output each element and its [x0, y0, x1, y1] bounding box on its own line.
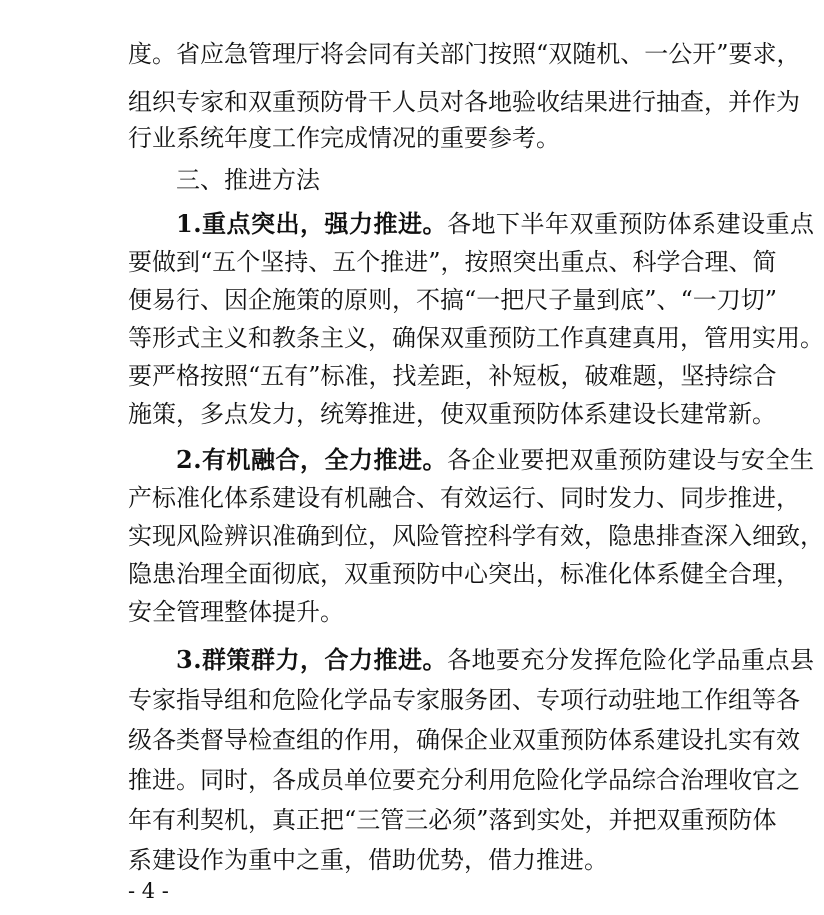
section-heading: 三、推进方法: [176, 166, 320, 194]
method-1-line-4: 等形式主义和教条主义，确保双重预防工作真建真用，管用实用。: [128, 324, 824, 352]
method-2-line-4: 隐患治理全面彻底，双重预防中心突出，标准化体系健全合理，: [128, 560, 800, 588]
method-2-title: 2.有机融合，全力推进。: [176, 445, 448, 474]
body-line-2: 组织专家和双重预防骨干人员对各地验收结果进行抽查，并作为: [128, 88, 800, 116]
method-2-line-2: 产标准化体系建设有机融合、有效运行、同时发力、同步推进，: [128, 484, 800, 512]
method-3-line-3: 级各类督导检查组的作用，确保企业双重预防体系建设扎实有效: [128, 726, 800, 754]
method-3-title: 3.群策群力，合力推进。: [176, 645, 448, 674]
method-1-line-6: 施策，多点发力，统筹推进，使双重预防体系建设长建常新。: [128, 400, 776, 428]
method-2-line-3: 实现风险辨识准确到位，风险管控科学有效，隐患排查深入细致，: [128, 522, 824, 550]
method-3-line-5: 年有利契机，真正把“三管三必须”落到实处，并把双重预防体: [128, 806, 777, 834]
method-3-line-4: 推进。同时，各成员单位要充分利用危险化学品综合治理收官之: [128, 766, 800, 794]
method-2-line-5: 安全管理整体提升。: [128, 598, 344, 626]
method-2-text-start: 各企业要把双重预防建设与安全生: [447, 446, 815, 474]
method-1-line-2: 要做到“五个坚持、五个推进”，按照突出重点、科学合理、简: [128, 248, 777, 276]
method-3-line-6: 系建设作为重中之重，借助优势，借力推进。: [128, 846, 608, 874]
method-1-text-start: 各地下半年双重预防体系建设重点: [447, 210, 815, 238]
method-3-paragraph-start: [176, 642, 815, 678]
method-1-line-5: 要严格按照“五有”标准，找差距，补短板，破难题，坚持综合: [128, 362, 777, 390]
method-3-text-start: 各地要充分发挥危险化学品重点县: [447, 646, 815, 674]
method-1-line-3: 便易行、因企施策的原则，不搞“一把尺子量到底”、“一刀切”: [128, 286, 778, 314]
method-3-line-2: 专家指导组和危险化学品专家服务团、专项行动驻地工作组等各: [128, 686, 800, 714]
body-line-1: 度。省应急管理厅将会同有关部门按照“双随机、一公开”要求，: [128, 40, 801, 68]
method-1-paragraph-start: [176, 206, 815, 242]
page-number: - 4 -: [128, 879, 169, 903]
method-2-paragraph-start: [176, 442, 815, 478]
method-1-title: 1.重点突出，强力推进。: [176, 209, 448, 238]
body-line-3: 行业系统年度工作完成情况的重要参考。: [128, 124, 560, 152]
